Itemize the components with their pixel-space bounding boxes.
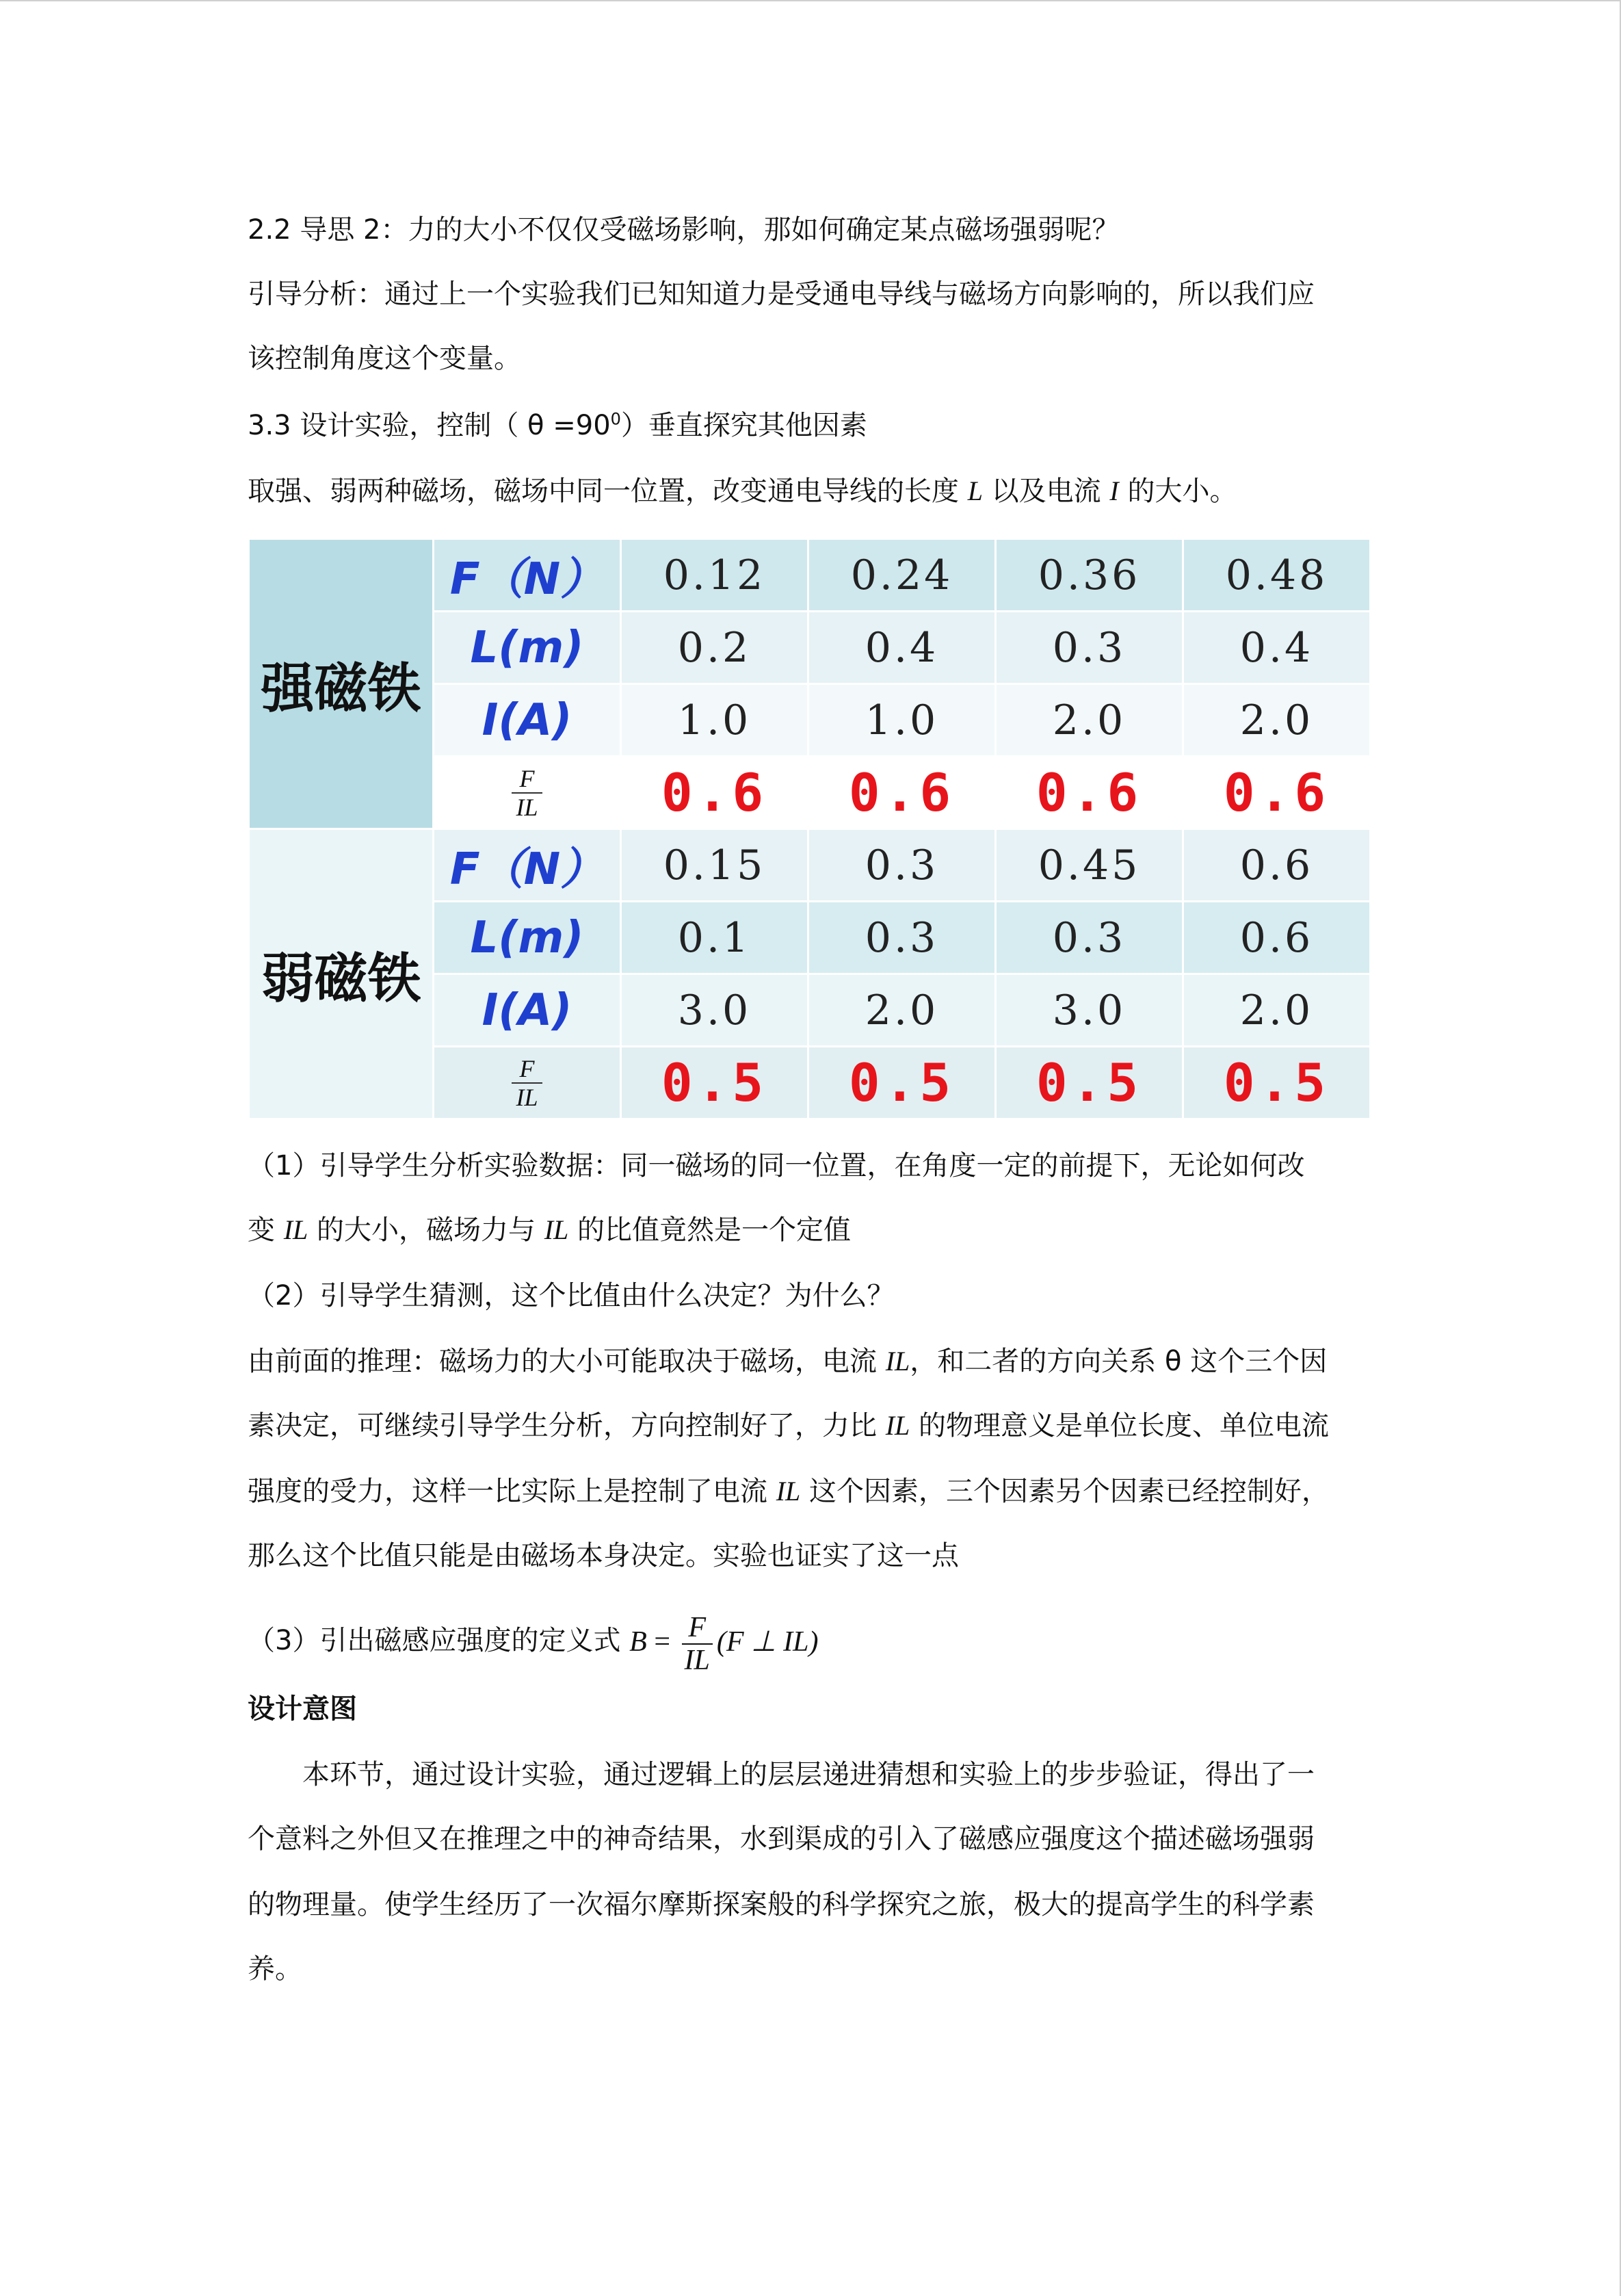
variable-IL: IL	[544, 1214, 569, 1245]
ratio-cell: 0.5	[996, 1047, 1183, 1119]
table-cell: 1.0	[808, 684, 996, 757]
table-cell: 0.4	[1183, 612, 1371, 684]
point-3-line-1	[248, 1342, 1376, 1381]
intro-variable-I: I	[1109, 475, 1119, 506]
ratio-cell: 0.6	[808, 757, 996, 829]
table-cell: 2.0	[1183, 974, 1371, 1047]
param-label-F	[434, 539, 621, 612]
strong-magnet-label: 强磁铁	[261, 657, 421, 720]
table-cell: 0.3	[996, 612, 1183, 684]
table-cell: 0.36	[996, 539, 1183, 612]
degree-superscript: 0	[610, 409, 621, 429]
section-3-3-title-suffix: ）垂直探究其他因素	[620, 410, 867, 441]
ratio-cell: 0.5	[808, 1047, 996, 1119]
table-cell: 0.3	[808, 829, 996, 902]
ratio-cell: 0.5	[621, 1047, 808, 1119]
intro-text-end: 的大小。	[1118, 475, 1237, 507]
ratio-cell: 0.6	[621, 757, 808, 829]
ratio-cell: 0.5	[1183, 1047, 1371, 1119]
weak-magnet-label: 弱磁铁	[261, 948, 421, 1010]
text: 这个因素，三个因素另个因素已经控制好，	[800, 1476, 1330, 1507]
table-row	[249, 829, 1371, 902]
text: 由前面的推理：磁场力的大小可能取决于磁场，电流	[248, 1346, 886, 1377]
analysis-line-2: 该控制角度这个变量。	[248, 343, 521, 374]
point-2: （2）引导学生猜测，这个比值由什么决定？为什么？	[248, 1280, 895, 1312]
table-cell: 2.0	[1183, 684, 1371, 757]
ratio-cell: 0.6	[1183, 757, 1371, 829]
design-intent-line-3: 的物理量。使学生经历了一次福尔摩斯探案般的科学探究之旅，极大的提高学生的科学素	[248, 1889, 1315, 1920]
formula-equals: =	[646, 1626, 678, 1658]
point-4-formula-line	[248, 1600, 1376, 1682]
point-1-line-2	[248, 1211, 1376, 1249]
text: （3）引出磁感应强度的定义式	[248, 1625, 630, 1656]
table-cell: 0.4	[808, 612, 996, 684]
weak-magnet-cell	[249, 829, 434, 1119]
param-L: L(m)	[470, 622, 584, 673]
text: 的物理意义是单位长度、单位电流	[910, 1410, 1330, 1441]
intro-text-mid: 以及电流	[982, 475, 1110, 507]
param-label-I	[434, 684, 621, 757]
table-cell: 3.0	[996, 974, 1183, 1047]
text: 强度的受力，这样一比实际上是控制了电流	[248, 1476, 776, 1507]
formula-denominator: IL	[684, 1645, 710, 1677]
param-label-I	[434, 974, 621, 1047]
param-I: I(A)	[482, 984, 572, 1036]
design-intent-line-4: 养。	[248, 1953, 302, 1985]
param-label-ratio	[434, 1047, 621, 1119]
table-cell: 2.0	[808, 974, 996, 1047]
table-cell: 3.0	[621, 974, 808, 1047]
page-border-top	[0, 0, 1621, 1]
formula-condition: (F ⊥ IL)	[716, 1626, 819, 1658]
design-intent-line-1: 本环节，通过设计实验，通过逻辑上的层层递进猜想和实验上的步步验证，得出了一	[302, 1759, 1315, 1790]
section-3-3-title	[248, 406, 1376, 445]
table-cell: 0.15	[621, 829, 808, 902]
point-3-line-2	[248, 1407, 1376, 1445]
design-intent-line-2: 个意料之外但又在推理之中的神奇结果，水到渠成的引入了磁感应强度这个描述磁场强弱	[248, 1823, 1315, 1855]
design-intent-heading: 设计意图	[248, 1693, 357, 1725]
ratio-denominator: IL	[516, 793, 538, 821]
experiment-data-table	[248, 538, 1371, 1120]
ratio-cell: 0.6	[996, 757, 1183, 829]
text: 的比值竟然是一个定值	[568, 1214, 852, 1246]
text: ，和二者的方向关系 θ 这个三个因	[910, 1346, 1328, 1377]
table-cell: 0.24	[808, 539, 996, 612]
param-L: L(m)	[470, 912, 584, 963]
param-label-L	[434, 612, 621, 684]
variable-IL: IL	[885, 1410, 910, 1441]
table-cell: 2.0	[996, 684, 1183, 757]
table-cell: 0.45	[996, 829, 1183, 902]
variable-IL: IL	[885, 1346, 910, 1377]
experiment-intro	[248, 472, 1376, 510]
param-label-L	[434, 902, 621, 974]
ratio-fraction	[512, 765, 542, 821]
ratio-denominator: IL	[516, 1083, 538, 1111]
param-F: F（N）	[449, 844, 605, 895]
param-label-ratio	[434, 757, 621, 829]
formula-fraction	[682, 1612, 713, 1676]
text: 素决定，可继续引导学生分析，方向控制好了，力比	[248, 1410, 886, 1441]
table-cell: 0.6	[1183, 902, 1371, 974]
variable-IL: IL	[283, 1214, 308, 1245]
table-cell: 0.1	[621, 902, 808, 974]
point-3-line-4: 那么这个比值只能是由磁场本身决定。实验也证实了这一点	[248, 1540, 959, 1571]
ratio-numerator: F	[512, 1055, 542, 1084]
point-1-line-1: （1）引导学生分析实验数据：同一磁场的同一位置，在角度一定的前提下，无论如何改	[248, 1150, 1305, 1182]
table-cell: 0.3	[996, 902, 1183, 974]
param-label-F	[434, 829, 621, 902]
param-F: F（N）	[449, 553, 605, 605]
ratio-numerator: F	[512, 765, 542, 794]
definition-formula	[629, 1601, 818, 1683]
section-2-2-title: 2.2 导思 2：力的大小不仅仅受磁场影响，那如何确定某点磁场强弱呢？	[248, 214, 1120, 246]
table-cell: 0.3	[808, 902, 996, 974]
intro-variable-L: L	[967, 475, 983, 506]
point-3-line-3	[248, 1472, 1376, 1511]
table-cell: 1.0	[621, 684, 808, 757]
formula-B: B	[629, 1626, 647, 1658]
table-cell: 0.48	[1183, 539, 1371, 612]
variable-IL: IL	[776, 1476, 801, 1506]
ratio-fraction	[512, 1055, 542, 1111]
table-row	[249, 539, 1371, 612]
param-I: I(A)	[482, 694, 572, 746]
section-3-3-title-prefix: 3.3 设计实验，控制（ θ =90	[248, 410, 611, 441]
formula-numerator: F	[682, 1612, 713, 1645]
text: 变	[248, 1214, 284, 1246]
text: 的大小，磁场力与	[308, 1214, 544, 1246]
strong-magnet-cell	[249, 539, 434, 829]
intro-text: 取强、弱两种磁场，磁场中同一位置，改变通电导线的长度	[248, 475, 968, 507]
analysis-line-1: 引导分析：通过上一个实验我们已知知道力是受通电导线与磁场方向影响的，所以我们应	[248, 278, 1315, 310]
table-cell: 0.12	[621, 539, 808, 612]
table-cell: 0.6	[1183, 829, 1371, 902]
table-cell: 0.2	[621, 612, 808, 684]
